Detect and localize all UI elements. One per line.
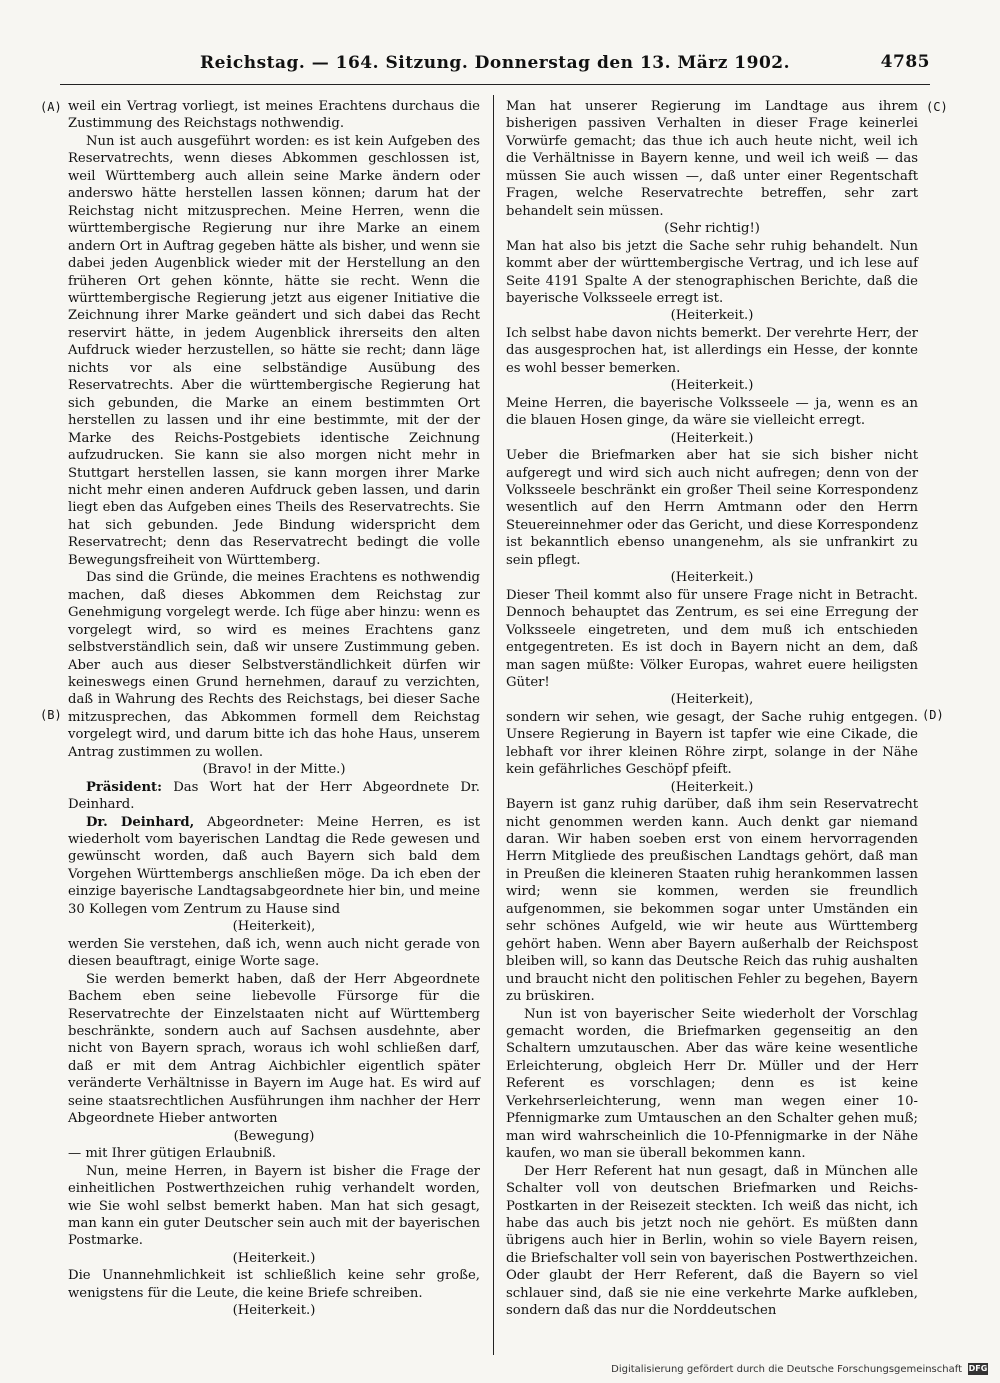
paragraph-text: Ueber die Briefmarken aber hat sie sich bisher nicht aufgeregt und wird sich auch nicht aufregen; denn von der Volksseele beschränkt ein großer Theil seine Korrespondenz wesentlich auf den Herrn Amtmann oder den Herrn Steuereinnehmer oder das Gericht, und diese Korrespondenz ist bekanntlich ebenso unangenehm, als sie unfrankirt zu sein pflegt. xyxy=(506,448,918,568)
column-divider xyxy=(493,95,494,1355)
paragraph-text: sondern wir sehen, wie gesagt, der Sache ruhig entgegen. Unsere Regierung in Bayern ist tapfer wie eine Cikade, die lebhaft vor ihrer kleinen Röhre zirpt, solange in der Nähe kein gefährliches Geschöpf pfeift. xyxy=(506,709,918,778)
paragraph-text: Bayern ist ganz ruhig darüber, daß ihm sein Reservatrecht nicht genommen werden kann. Auch denkt gar niemand daran. Wir haben soeben erst von einem hervorragenden Herrn Mitgliede des preußischen Landtags gehört, daß man in Preußen die kleineren Staaten ruhig herankommen lassen wird; wenn sie kommen, werden sie freundlich aufgenommen, sie bekommen sogar unter Umständen ein sehr schönes Aufgeld, wie wir heute aus Württemberg gehört haben. Wenn aber Bayern außerhalb der Reichspost bleiben will, so kann das Deutsche Reich das ruhig aushalten und braucht nicht den politischen Fehler zu begehen, Bayern zu brüskiren. xyxy=(506,797,918,1005)
paragraph-text: (Heiterkeit), xyxy=(232,919,316,935)
paragraph xyxy=(506,325,918,377)
paragraph-text: Der Herr Referent hat nun gesagt, daß in München alle Schalter voll von deutschen Briefmarken und Reichs-Postkarten in der Reisezeit steckten. Ich weiß das nicht, ich habe das auch bis jetzt noch nie gehört. Es müßten dann übrigens auch hier in Berlin, wohin so viele Bayern reisen, die Briefschalter voll sein von bayerischen Postwerthzeichen. Oder glaubt der Herr Referent, daß die Bayern so viel schlauer sind, daß sie nie eine verkehrte Marke aufkleben, sondern daß das nur die Norddeutschen xyxy=(506,1163,918,1319)
interjection xyxy=(68,1128,480,1145)
paragraph-text: Das Wort hat der Herr Abgeordnete Dr. Deinhard. xyxy=(68,779,480,813)
paragraph-text: (Heiterkeit.) xyxy=(670,570,754,586)
paragraph xyxy=(68,1163,480,1250)
header-rule xyxy=(60,84,930,85)
paragraph xyxy=(506,796,918,1005)
paragraph-text: werden Sie verstehen, daß ich, wenn auch nicht gerade von diesen beauftragt, einige Worte sage. xyxy=(68,936,480,970)
speaker-name: Präsident: xyxy=(86,779,163,795)
paragraph xyxy=(68,779,480,814)
paragraph xyxy=(506,98,918,220)
paragraph xyxy=(68,133,480,569)
speaker-name: Dr. Deinhard, xyxy=(86,814,195,830)
interjection xyxy=(68,1250,480,1267)
paragraph-text: Nun ist von bayerischer Seite wiederholt der Vorschlag gemacht worden, die Briefmarken gegenseitig an den Schaltern umzutauschen. Aber das wäre keine wesentliche Erleichterung, obgleich Herr Dr. Müller und der Herr Referent es vorschlagen; denn es ist keine Verkehrserleichterung, wenn man wegen einer 10-Pfennigmarke zum Umtauschen an den Schalter gehen muß; man wird wahrscheinlich die 10-Pfennigmarke in der Nähe kaufen, wo man sie überall bekommen kann. xyxy=(506,1006,918,1162)
paragraph xyxy=(506,447,918,569)
paragraph-text: (Heiterkeit.) xyxy=(670,308,754,324)
paragraph-text: (Heiterkeit.) xyxy=(670,378,754,394)
paragraph-text: (Bewegung) xyxy=(233,1128,315,1144)
interjection xyxy=(506,220,918,237)
paragraph-text: (Heiterkeit.) xyxy=(670,430,754,446)
interjection xyxy=(506,430,918,447)
header-title: Reichstag. — 164. Sitzung. Donnerstag den 13. März 1902. xyxy=(199,53,791,73)
margin-marker-a: (A) xyxy=(40,100,62,114)
paragraph-text: Nun, meine Herren, in Bayern ist bisher die Frage der einheitlichen Postwerthzeichen ruhig verhandelt worden, wie Sie wohl selbst bemerkt haben. Man hat sich gesagt, man kann ein guter Deutscher sein auch mit der bayerischen Postmarke. xyxy=(68,1163,480,1249)
paragraph-text: weil ein Vertrag vorliegt, ist meines Erachtens durchaus die Zustimmung des Reichstags nothwendig. xyxy=(68,99,480,132)
paragraph-text: (Sehr richtig!) xyxy=(664,221,760,237)
paragraph-text: Das sind die Gründe, die meines Erachtens es nothwendig machen, daß dieses Abkommen dem Reichstag zur Genehmigung vorgelegt werde. Ich füge aber hinzu: wenn es vorgelegt wird, so wird es meines Erachtens ganz selbstverständlich sein, daß wir unsere Zustimmung geben. Aber auch aus dieser Selbstverständlichkeit dürfen wir keineswegs einen Grund hernehmen, darauf zu verzichten, daß in Wahrung des Rechts des Reichstags, bei dieser Sache mitzusprechen, das Abkommen formell dem Reichstag vorgelegt wird, und darum bitte ich das hohe Haus, unserem Antrag zustimmen zu wollen. xyxy=(68,570,480,760)
paragraph-text: Die Unannehmlichkeit ist schließlich keine sehr große, wenigstens für die Leute, die keine Briefe schreiben. xyxy=(68,1268,480,1301)
paragraph xyxy=(68,936,480,971)
paragraph-text: — mit Ihrer gütigen Erlaubniß. xyxy=(68,1146,276,1162)
interjection xyxy=(68,761,480,778)
paragraph-text: (Bravo! in der Mitte.) xyxy=(202,762,346,778)
margin-marker-b: (B) xyxy=(40,708,62,722)
right-column xyxy=(506,98,918,1320)
paragraph-text: (Heiterkeit), xyxy=(670,692,754,708)
paragraph-text: Man hat unserer Regierung im Landtage aus ihrem bisherigen passiven Verhalten in dieser Frage keinerlei Vorwürfe gemacht; das thue ich auch heute nicht, weil ich die Verhältnisse in Bayern kenne, und weil ich weiß — das müssen Sie auch wissen —, daß unter einer Regentschaft Fragen, welche Reservatrechte betreffen, sehr zart behandelt sein müssen. xyxy=(506,99,918,219)
paragraph-text: Meine Herren, die bayerische Volksseele — ja, wenn es an die blauen Hosen ginge, da wäre sie vielleicht erregt. xyxy=(506,395,918,429)
paragraph xyxy=(68,971,480,1128)
footer-text: Digitalisierung gefördert durch die Deutsche Forschungsgemeinschaft xyxy=(611,1363,962,1375)
interjection xyxy=(506,569,918,586)
paragraph-text: Sie werden bemerkt haben, daß der Herr Abgeordnete Bachem eben seine liebevolle Fürsorge für die Reservatrechte der Einzelstaaten nicht auf Württemberg beschränkte, sondern auch auf Sachsen ausdehnte, aber nicht von Bayern sprach, woraus ich wohl schließen darf, daß er mit dem Antrag Aichbichler eigentlich später veränderte Verhältnisse in Bayern im Auge hat. Es wird auf seine staatsrechtlichen Ausführungen ihm nachher der Herr Abgeordnete Hieber antworten xyxy=(68,971,480,1127)
paragraph-text: Ich selbst habe davon nichts bemerkt. Der verehrte Herr, der das ausgesprochen hat, ist allerdings ein Hesse, der konnte es wohl besser bemerken. xyxy=(506,325,918,376)
paragraph xyxy=(68,1267,480,1302)
interjection xyxy=(506,307,918,324)
page-number: 4785 xyxy=(880,52,930,72)
dfg-logo: DFG xyxy=(968,1364,988,1373)
interjection xyxy=(68,1302,480,1319)
interjection xyxy=(68,918,480,935)
interjection xyxy=(506,691,918,708)
paragraph-text: Dieser Theil kommt also für unsere Frage nicht in Betracht. Dennoch behauptet das Zentrum, es sei eine Erregung der Volksseele eingetreten, und dem muß ich entschieden entgegentreten. Es ist doch in Bayern nicht an dem, daß man sagen müßte: Völker Europas, wahret euere heiligsten Güter! xyxy=(506,587,918,690)
paragraph-text: Abgeordneter: Meine Herren, es ist wiederholt vom bayerischen Landtag die Rede gewesen und gewünscht worden, daß auch Bayern sich bald dem Vorgehen Württembergs anschließen möge. Da ich eben der einzige bayerische Landtagsabgeordnete hier bin, und meine 30 Kollegen vom Zentrum zu Hause sind xyxy=(68,814,481,917)
paragraph-text: (Heiterkeit.) xyxy=(670,779,754,795)
margin-marker-d: (D) xyxy=(922,708,944,722)
left-column xyxy=(68,98,480,1320)
paragraph-text: Man hat also bis jetzt die Sache sehr ruhig behandelt. Nun kommt aber der württembergische Vertrag, und ich lese auf Seite 4191 Spalte A der stenographischen Berichte, daß die bayerische Volksseele erregt ist. xyxy=(506,238,918,306)
margin-marker-c: (C) xyxy=(926,100,948,114)
paragraph-text: Nun ist auch ausgeführt worden: es ist kein Aufgeben des Reservatrechts, wenn dieses Abkommen geschlossen ist, weil Württemberg auch allein seine Marke ändern oder anderswo hätte herstellen lassen können; darum hat der Reichstag nicht mitzusprechen. Meine Herren, wenn die württembergische Regierung nur ihre Marke an einem andern Ort in Auftrag gegeben hätte als bisher, und wenn sie dabei jeden Augenblick wieder mit der Herstellung an den früheren Ort gehen könnte, hätte sie recht. Wenn die württembergische Regierung jetzt aus eigener Initiative die Zeichnung ihrer Marke geändert und sich dabei das Recht reservirt hätte, in jedem Augenblick ihrerseits den alten Aufdruck wieder herzustellen, so hätte sie recht; dann läge nichts vor als eine selbständige Ausübung des Reservatrechts. Aber die württembergische Regierung hat sich gebunden, die Marke an einem bestimmten Ort herstellen zu lassen und ihr eine bestimmte, mit der der Marke des Reichs-Postgebiets identische Zeichnung aufzudrucken. Sie kann sie also morgen nicht mehr in Stuttgart herstellen lassen, sie kann morgen ihrer Marke nicht mehr einen anderen Aufdruck geben lassen, und darin liegt eben das Aufgeben eines Theils des Reservatrechts. Sie hat sich gebunden. Jede Bindung widerspricht dem Reservatrecht; denn das Reservatrecht bedingt die volle Bewegungsfreiheit von Württemberg. xyxy=(68,133,480,568)
paragraph xyxy=(68,569,480,761)
page-header xyxy=(60,48,930,78)
paragraph xyxy=(506,238,918,308)
paragraph xyxy=(506,1006,918,1163)
paragraph xyxy=(506,395,918,430)
paragraph xyxy=(506,709,918,779)
paragraph-text: (Heiterkeit.) xyxy=(232,1250,316,1266)
interjection xyxy=(506,377,918,394)
paragraph-text: (Heiterkeit.) xyxy=(232,1303,316,1319)
footer xyxy=(588,1361,988,1377)
paragraph xyxy=(506,587,918,692)
paragraph xyxy=(68,1145,480,1162)
paragraph xyxy=(68,814,480,919)
interjection xyxy=(506,779,918,796)
paragraph xyxy=(68,98,480,133)
paragraph xyxy=(506,1163,918,1320)
